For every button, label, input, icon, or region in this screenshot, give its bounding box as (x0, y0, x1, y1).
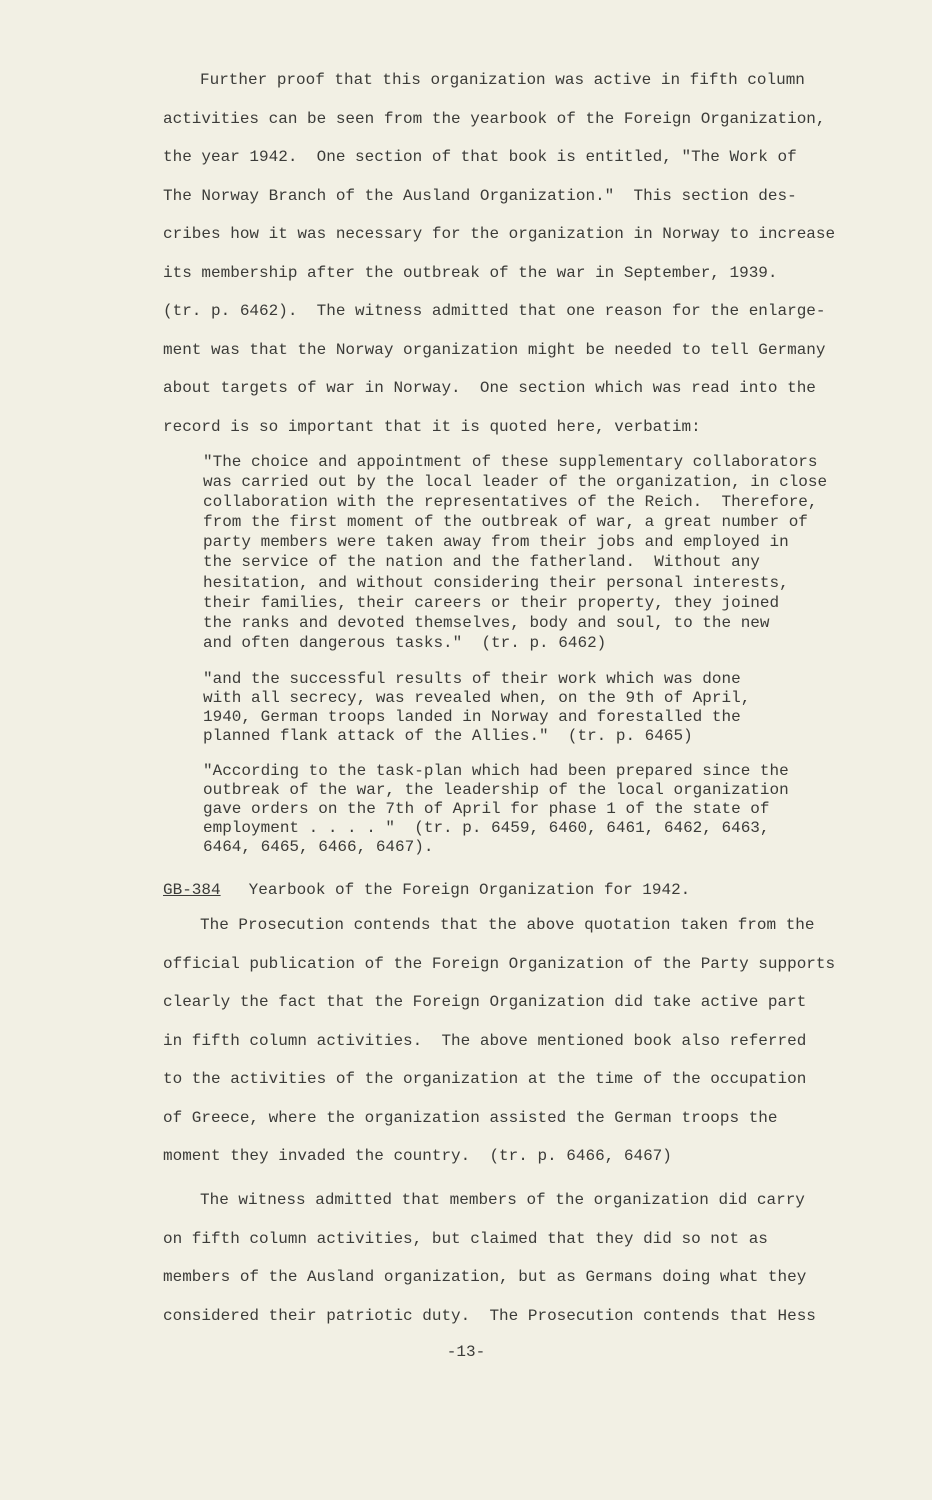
paragraph-2 (163, 906, 863, 1176)
text-line: The Prosecution contends that the above quotation taken from the (200, 916, 815, 934)
text-line: clearly the fact that the Foreign Organization did take active part (163, 993, 807, 1011)
text-line: of Greece, where the organization assisted the German troops the (163, 1108, 778, 1127)
text-line: was carried out by the local leader of the organization, in close (203, 473, 828, 492)
quote-1 (203, 452, 903, 653)
text-line: activities can be seen from the yearbook of the Foreign Organization, (163, 109, 826, 128)
text-line: outbreak of the war, the leadership of the local organization (203, 781, 789, 799)
text-line: Further proof that this organization was active in fifth column (200, 71, 805, 89)
text-line: gave orders on the 7th of April for phase 1 of the state of (203, 800, 770, 818)
text-line: the year 1942. One section of that book is entitled, "The Work of (163, 148, 797, 166)
text-line: on fifth column activities, but claimed that they did so not as (163, 1229, 768, 1248)
paragraph-1 (163, 61, 863, 446)
text-line: employment . . . . " (tr. p. 6459, 6460, 6461, 6462, 6463, (203, 819, 770, 837)
exhibit-reference (163, 880, 863, 900)
text-line: official publication of the Foreign Organization of the Party supports (163, 954, 836, 973)
text-line: record is so important that it is quoted here, verbatim: (163, 417, 701, 436)
text-line: 1940, German troops landed in Norway and forestalled the (203, 708, 741, 726)
text-line: considered their patriotic duty. The Prosecution contends that Hess (163, 1306, 816, 1325)
text-line: the service of the nation and the fatherland. Without any (203, 553, 760, 572)
text-line: collaboration with the representatives of the Reich. Therefore, (203, 493, 818, 512)
text-line: party members were taken away from their jobs and employed in (203, 533, 789, 552)
text-line: "and the successful results of their work which was done (203, 670, 741, 688)
text-line: ment was that the Norway organization might be needed to tell Germany (163, 340, 826, 359)
text-line: its membership after the outbreak of the war in September, 1939. (163, 263, 778, 282)
paragraph-3 (163, 1181, 863, 1335)
text-line: in fifth column activities. The above mentioned book also referred (163, 1031, 807, 1050)
exhibit-id: GB-384 (163, 881, 221, 899)
text-line: 6464, 6465, 6466, 6467). (203, 838, 434, 856)
text-line: members of the Ausland organization, but as Germans doing what they (163, 1268, 807, 1286)
page-number: -13- (446, 1343, 486, 1361)
text-line: cribes how it was necessary for the organization in Norway to increase (163, 225, 836, 243)
text-line: the ranks and devoted themselves, body and soul, to the new (203, 613, 770, 632)
exhibit-title: Yearbook of the Foreign Organization for 1942. (248, 881, 691, 899)
text-line: from the first moment of the outbreak of war, a great number of (203, 513, 808, 532)
text-line: "According to the task-plan which had been prepared since the (203, 762, 789, 780)
text-line: their families, their careers or their property, they joined (203, 593, 780, 612)
text-line: "The choice and appointment of these supplementary collaborators (203, 453, 818, 471)
text-line: to the activities of the organization at the time of the occupation (163, 1070, 807, 1088)
text-line: hesitation, and without considering their personal interests, (203, 573, 789, 592)
text-line: The Norway Branch of the Ausland Organization." This section des- (163, 186, 797, 205)
quote-3 (203, 762, 903, 857)
text-line: with all secrecy, was revealed when, on the 9th of April, (203, 689, 751, 707)
text-line: planned flank attack of the Allies." (tr. p. 6465) (203, 727, 693, 745)
text-line: The witness admitted that members of the organization did carry (200, 1191, 805, 1209)
text-line: about targets of war in Norway. One section which was read into the (163, 379, 816, 397)
text-line: and often dangerous tasks." (tr. p. 6462) (203, 633, 607, 652)
quote-2 (203, 670, 903, 746)
text-line: moment they invaded the country. (tr. p. 6466, 6467) (163, 1147, 672, 1165)
text-line: (tr. p. 6462). The witness admitted that one reason for the enlarge- (163, 302, 826, 320)
